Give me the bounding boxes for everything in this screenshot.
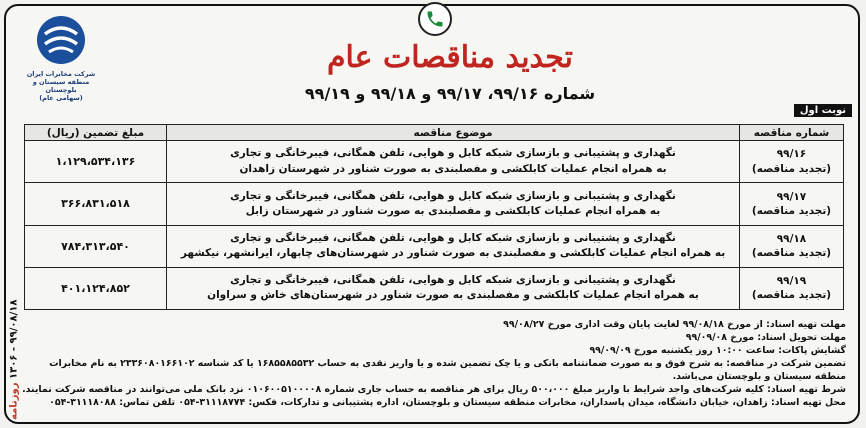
- telecom-logo-icon: [35, 14, 87, 66]
- newspaper-code: ۱۳۰۶ - ۹۹/۰۸/۱۸: [8, 299, 20, 380]
- tender-note: (تجدید مناقصه): [751, 247, 832, 260]
- tender-subject-line1: نگهداری و پشتیبانی و بازسازی شبکه کابل و هوایی، تلفن همگانی، فیبرخانگی و تجاری: [230, 274, 676, 287]
- company-logo: [26, 14, 96, 112]
- tender-subject-line1: نگهداری و پشتیبانی و بازسازی شبکه کابل و هوایی، تلفن همگانی، فیبرخانگی و تجاری: [230, 147, 676, 160]
- tender-amount: ۱،۱۲۹،۵۳۴،۱۳۶: [25, 141, 167, 183]
- envelope-opening: [20, 344, 846, 357]
- tender-numbers: شماره ۹۹/۱۶، ۹۹/۱۷ و ۹۹/۱۸ و ۹۹/۱۹: [304, 84, 596, 103]
- header-subject: موضوع مناقصه: [167, 125, 740, 141]
- prep-deadline-label: مهلت تهیه اسناد:: [766, 319, 846, 330]
- delivery-text: مورخ ۹۹/۰۹/۰۸: [685, 332, 755, 343]
- tender-subject-line2: به همراه انجام عملیات کابلکشی و مفصلبندی به صورت شناور در شهرستان‌های چابهار، ایرانشهر، نیکشهر: [180, 247, 726, 260]
- location-text: زاهدان، خیابان دانشگاه، میدان پاسداران، مخابرات منطقه سیستان و بلوچستان، اداره پشتیبانی و تدارکات، فکس: ۳۱۱۱۸۷۷۴-۰۵۴ تلفن تماس: ۳۱۱۱۸۰۸۸-۰۵۴: [49, 397, 768, 408]
- tender-note: (تجدید مناقصه): [751, 204, 832, 217]
- tender-subject-line2: به همراه انجام عملیات کابلکشی و مفصلبندی به صورت شناور در شهرستان زابل: [245, 204, 661, 217]
- tender-number-value: ۹۹/۱۶: [776, 148, 807, 161]
- tender-subject-line2: به همراه انجام عملیات کابلکشی و مفصلبندی به صورت شناور در شهرستان زاهدان: [239, 162, 667, 175]
- tender-subject-line1: نگهداری و پشتیبانی و بازسازی شبکه کابل و هوایی، تلفن همگانی، فیبرخانگی و تجاری: [230, 231, 676, 244]
- tender-note: (تجدید مناقصه): [751, 162, 832, 175]
- location-label: محل تهیه اسناد:: [770, 397, 846, 408]
- tender-number-value: ۹۹/۱۸: [776, 232, 807, 245]
- prep-deadline-text: از مورخ ۹۹/۰۸/۱۸ لغایت پایان وقت اداری مورخ ۹۹/۰۸/۲۷: [503, 319, 763, 330]
- header-number: شماره مناقصه: [740, 125, 844, 141]
- tender-number-value: ۹۹/۱۷: [776, 190, 807, 203]
- guarantee-label: تضمین شرکت در مناقصه:: [726, 358, 846, 369]
- org-name-line2: منطقه سیستان و بلوچستان: [32, 78, 90, 95]
- table-row: [25, 141, 844, 183]
- tender-number: [740, 183, 844, 225]
- header-amount: مبلغ تضمین (ریال): [25, 125, 167, 141]
- tender-subject: [167, 225, 740, 267]
- tender-subject: [167, 267, 740, 309]
- tender-subject-line2: به همراه انجام عملیات کابلکشی و مفصلبندی به صورت شناور در شهرستان‌های خاش و سراوان: [207, 289, 699, 302]
- tender-conditions: [20, 318, 846, 422]
- delivery-deadline: [20, 331, 846, 344]
- opening-text: ساعت ۱۰:۰۰ روز یکشنبه مورخ ۹۹/۰۹/۰۹: [589, 345, 775, 356]
- table-row: [25, 183, 844, 225]
- tender-number: [740, 225, 844, 267]
- newspaper-name: روزنامه: [8, 382, 20, 420]
- table-header-row: [25, 125, 844, 141]
- tender-amount: ۴۰۱،۱۲۴،۸۵۲: [25, 267, 167, 309]
- tender-number: [740, 141, 844, 183]
- tender-amount: ۳۶۶،۸۳۱،۵۱۸: [25, 183, 167, 225]
- prep-deadline: [20, 318, 846, 331]
- tenders-table: [24, 124, 844, 310]
- tender-number-value: ۹۹/۱۹: [776, 275, 807, 288]
- opening-label: گشایش پاکات:: [778, 345, 846, 356]
- tender-number: [740, 267, 844, 309]
- terms-label: شرط تهیه اسناد:: [767, 384, 846, 395]
- org-name-line3: (سهامی عام): [39, 94, 83, 103]
- table-row: [25, 267, 844, 309]
- tender-subject-line1: نگهداری و پشتیبانی و بازسازی شبکه کابل و هوایی، تلفن همگانی، فیبرخانگی و تجاری: [230, 189, 676, 202]
- terms-text: کلیه شرکت‌های واجد شرایط با واریز مبلغ ۵۰۰،۰۰۰ ریال برای هر مناقصه به حساب جاری شماره ۰۱۰۶۰۰۵۱۰۰۰۰۸ نزد بانک ملی می‌توانند در مناقصه شرکت نمایند.: [22, 384, 764, 395]
- document-location: [20, 396, 846, 409]
- tender-amount: ۷۸۴،۳۱۳،۵۴۰: [25, 225, 167, 267]
- table-row: [25, 225, 844, 267]
- guarantee-text: به شرح فوق و به صورت ضمانتنامه بانکی و یا چک تضمین شده و یا واریز نقدی به حساب ۱۶۸۵۵۸۵۵۳۲ یا کد شناسه ۲۳۳۶۰۸۰۱۶۶۱۰۲ به نام مخابرات منطقه سیستان و بلوچستان می‌باشد.: [49, 358, 846, 382]
- phone-icon: [418, 2, 452, 36]
- tender-subject: [167, 183, 740, 225]
- delivery-label: مهلت تحویل اسناد:: [757, 332, 846, 343]
- page-title: تجدید مناقصات عام: [326, 40, 574, 75]
- document-terms: [20, 383, 846, 396]
- tender-note: (تجدید مناقصه): [751, 289, 832, 302]
- org-name-line1: شرکت مخابرات ایران: [26, 70, 96, 78]
- stage-badge: نوبت اول: [794, 104, 852, 117]
- participation-guarantee: [20, 357, 846, 383]
- tender-subject: [167, 141, 740, 183]
